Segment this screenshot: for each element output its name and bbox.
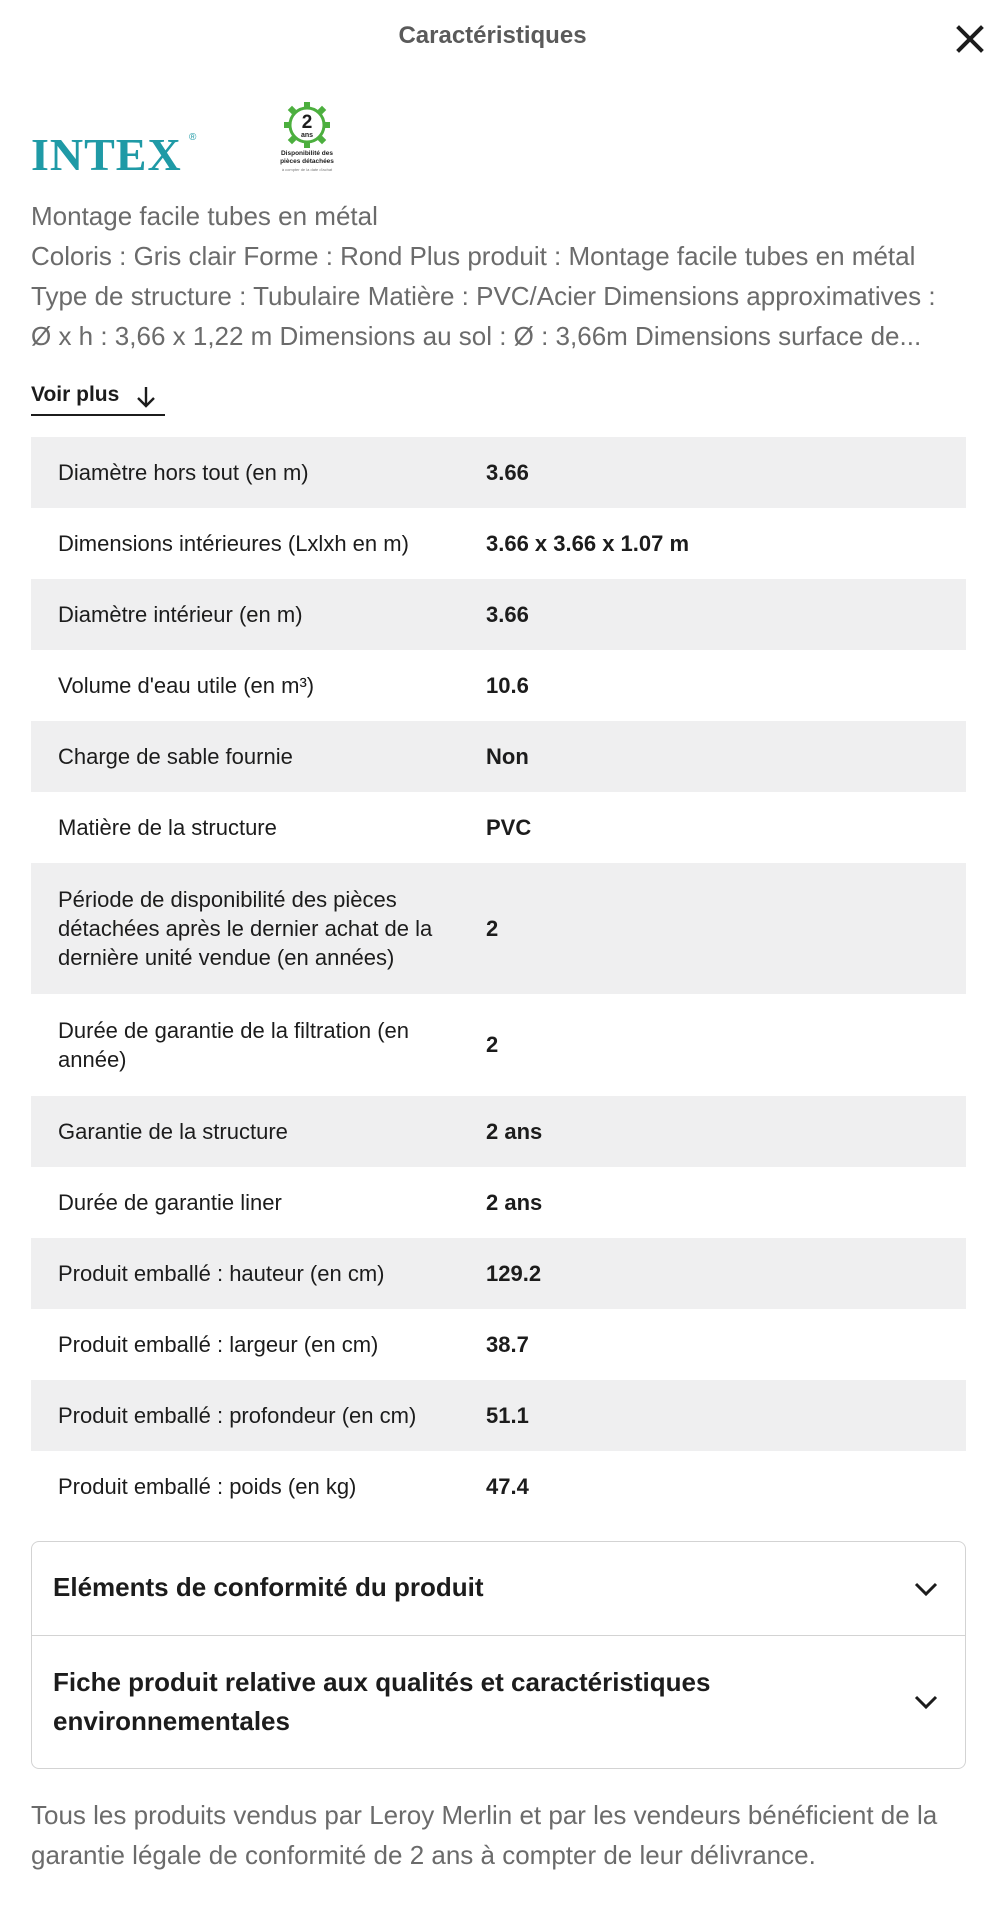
spec-label: Volume d'eau utile (en m³) [58, 673, 315, 698]
spec-row [31, 863, 966, 994]
spec-row [31, 508, 966, 579]
close-button[interactable] [951, 18, 985, 58]
spec-value: 129.2 [486, 1260, 542, 1286]
spec-label: Diamètre hors tout (en m) [58, 460, 309, 485]
spec-value: 2 [486, 915, 499, 941]
spec-label: Matière de la structure [58, 815, 277, 840]
spec-label: Produit emballé : hauteur (en cm) [58, 1261, 385, 1286]
modal-header [0, 0, 985, 76]
accordion-label: Eléments de conformité du produit [53, 1572, 484, 1602]
spec-label: Produit emballé : poids (en kg) [58, 1474, 357, 1499]
badge-number: 2 [301, 112, 313, 133]
spec-label: Diamètre intérieur (en m) [58, 602, 303, 627]
spare-parts-badge [279, 100, 335, 170]
legal-notice: Tous les produits vendus par Leroy Merlin et par les vendeurs bénéficient de la garantie légale de conformité de 2 ans à compter de leur délivrance. [31, 1800, 938, 1870]
spec-label: Garantie de la structure [58, 1119, 288, 1144]
arrow-down-icon [135, 384, 157, 410]
spec-value: 3.66 [486, 601, 529, 627]
chevron-down-icon [913, 1694, 939, 1710]
chevron-down-icon [913, 1581, 939, 1597]
spec-label: Produit emballé : profondeur (en cm) [58, 1403, 417, 1428]
spec-label: Période de disponibilité des pièces détachées après le dernier achat de la dernière unité vendue (en années) [58, 887, 433, 970]
description-title: Montage facile tubes en métal [31, 201, 378, 231]
description-body: Coloris : Gris clair Forme : Rond Plus produit : Montage facile tubes en métal Type de structure : Tubulaire Matière : PVC/Acier Dimensions approximatives : Ø x h : 3,66 x 1,22 m Dimensions au sol : Ø : 3,66m Dimensions surface de... [31, 241, 936, 351]
info-accordion [31, 1541, 966, 1769]
spec-row [31, 1167, 966, 1238]
spec-row [31, 1309, 966, 1380]
spec-label: Produit emballé : largeur (en cm) [58, 1332, 379, 1357]
accordion-label: Fiche produit relative aux qualités et caractéristiques environnementales [53, 1667, 711, 1736]
spec-value: 2 ans [486, 1118, 543, 1144]
see-more-link[interactable] [31, 378, 165, 416]
spec-value: 10.6 [486, 672, 529, 698]
badge-unit: ans [300, 132, 314, 139]
spec-label: Charge de sable fournie [58, 744, 293, 769]
spec-row [31, 1238, 966, 1309]
spec-label: Durée de garantie de la filtration (en année) [58, 1018, 409, 1072]
modal-title: Caractéristiques [398, 22, 587, 49]
see-more-label: Voir plus [31, 383, 120, 406]
spec-row [31, 650, 966, 721]
spec-value: 51.1 [486, 1402, 529, 1428]
spec-row [31, 721, 966, 792]
product-description [31, 196, 961, 356]
spec-value: 3.66 x 3.66 x 1.07 m [486, 530, 690, 556]
spec-label: Dimensions intérieures (Lxlxh en m) [58, 531, 409, 556]
spec-value: 38.7 [486, 1331, 529, 1357]
badge-caption: Disponibilité des pièces détachées [280, 150, 334, 165]
spec-row [31, 1451, 966, 1522]
accordion-conformity[interactable] [32, 1542, 965, 1636]
registered-mark: ® [189, 132, 197, 143]
spec-row [31, 1096, 966, 1167]
spec-label: Durée de garantie liner [58, 1190, 282, 1215]
spec-value: 2 [486, 1032, 499, 1057]
spec-row [31, 1380, 966, 1451]
brand-logos [31, 100, 431, 180]
specs-table [31, 437, 966, 1522]
accordion-environmental-sheet[interactable] [32, 1636, 965, 1768]
close-icon [951, 18, 985, 58]
spec-row [31, 437, 966, 508]
spec-value: PVC [486, 814, 532, 840]
spec-row [31, 994, 966, 1096]
spec-row [31, 579, 966, 650]
spec-value: 3.66 [486, 459, 529, 485]
intex-logo: INTEX [31, 129, 182, 180]
spec-value: 2 ans [486, 1189, 543, 1215]
spec-row [31, 792, 966, 863]
spec-value: Non [486, 743, 529, 769]
badge-subcaption: à compter de la date d'achat [281, 167, 333, 172]
spec-value: 47.4 [486, 1473, 529, 1499]
